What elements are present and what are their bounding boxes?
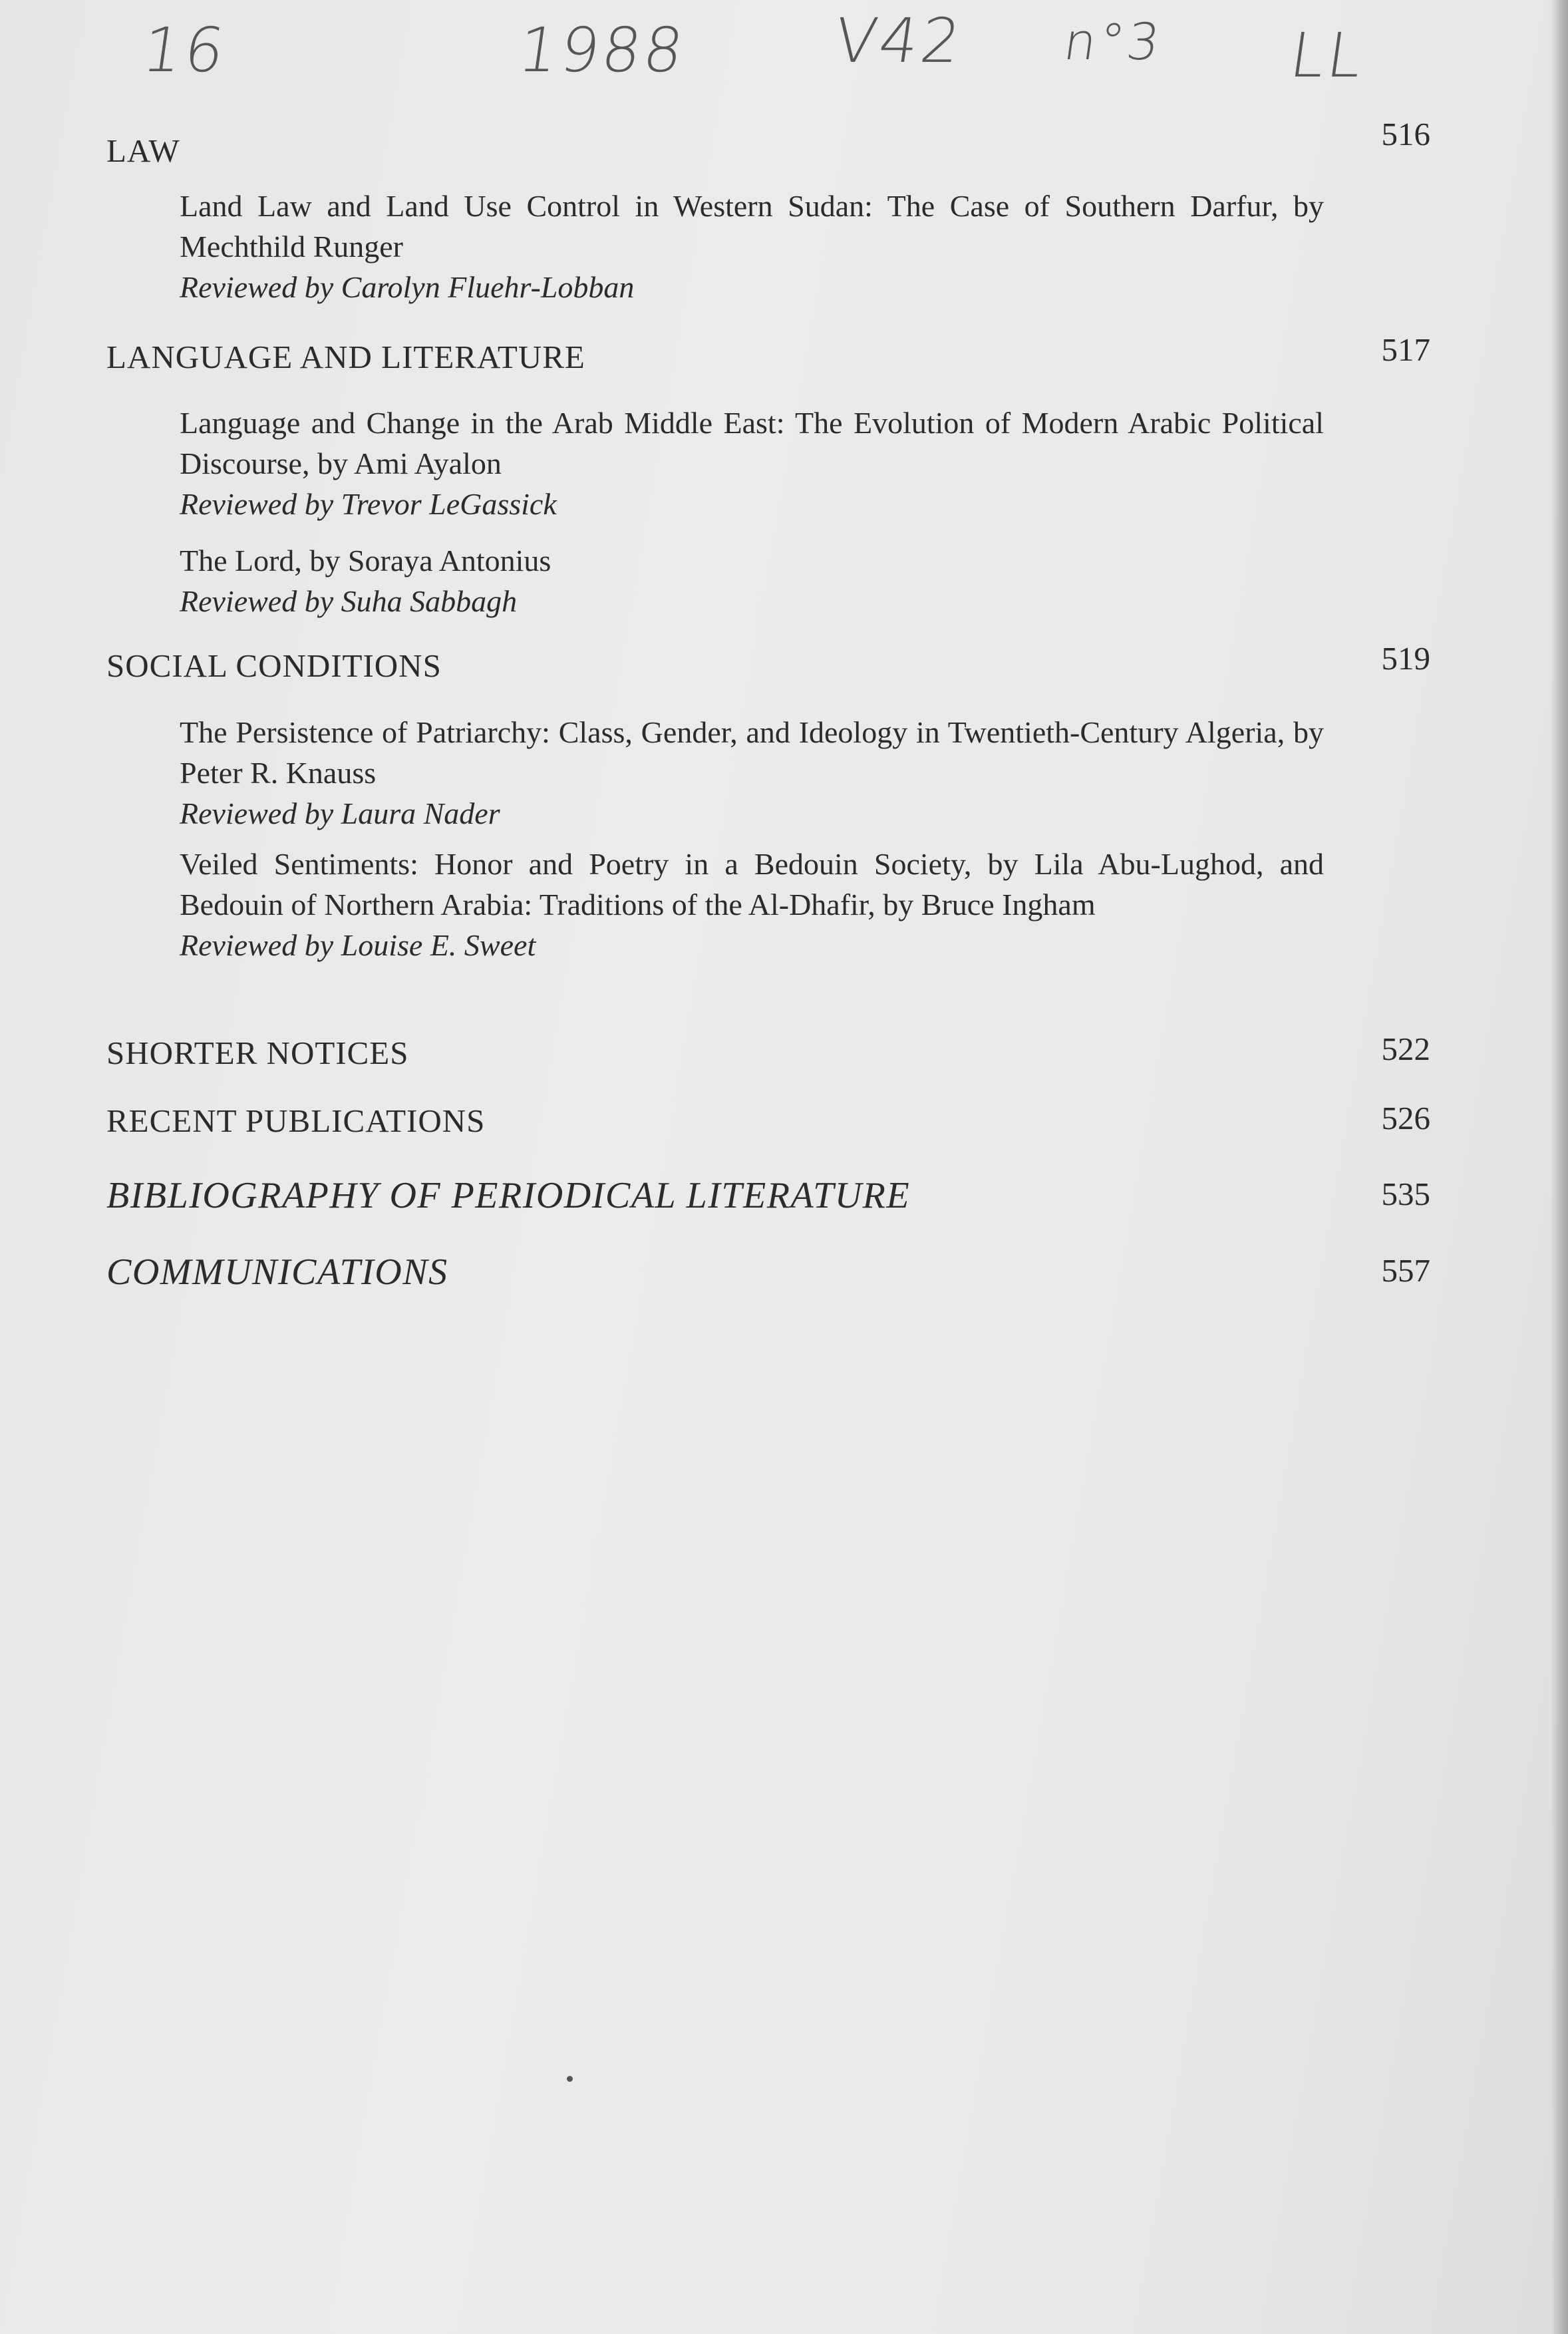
section-heading-recent-publications: RECENT PUBLICATIONS	[106, 1102, 486, 1139]
entry-reviewer: Reviewed by Louise E. Sweet	[180, 928, 536, 962]
entry-reviewer: Reviewed by Suha Sabbagh	[180, 584, 518, 618]
page-number: 526	[1381, 1100, 1430, 1136]
handwritten-note: V42	[830, 5, 968, 77]
page-number: 557	[1381, 1252, 1430, 1289]
section-heading-shorter-notices: SHORTER NOTICES	[106, 1035, 409, 1071]
entry-reviewer: Reviewed by Carolyn Fluehr-Lobban	[180, 270, 635, 304]
toc-entry	[180, 540, 1324, 621]
section-heading-language-and-literature: LANGUAGE AND LITERATURE	[106, 339, 585, 375]
page-edge-shadow	[1551, 0, 1568, 2334]
toc-entry	[180, 186, 1324, 307]
page-number: 535	[1381, 1176, 1430, 1212]
handwritten-note: LL	[1285, 20, 1370, 91]
entry-title: The Lord, by Soraya Antonius	[180, 544, 551, 578]
handwritten-note: 1988	[514, 15, 691, 86]
entry-title: Veiled Sentiments: Honor and Poetry in a Bedouin Society, by Lila Abu-Lughod, and Bedouin of Northern Arabia: Traditions of the Al-Dhafir, by Bruce Ingham	[180, 847, 1324, 921]
section-heading-bibliography: BIBLIOGRAPHY OF PERIODICAL LITERATURE	[106, 1175, 911, 1216]
page-number: 516	[1381, 116, 1430, 152]
toc-entry	[180, 712, 1324, 834]
entry-title: Land Law and Land Use Control in Western Sudan: The Case of Southern Darfur, by Mechthild Runger	[180, 189, 1324, 263]
section-heading-social-conditions: SOCIAL CONDITIONS	[106, 647, 442, 684]
handwritten-note: 16	[138, 15, 232, 86]
section-heading-communications: COMMUNICATIONS	[106, 1251, 448, 1293]
entry-title: The Persistence of Patriarchy: Class, Gender, and Ideology in Twentieth-Century Algeria, by Peter R. Knauss	[180, 715, 1324, 790]
stray-mark	[567, 2076, 573, 2082]
page-number: 519	[1381, 640, 1430, 677]
page-number: 522	[1381, 1031, 1430, 1067]
toc-entry	[180, 403, 1324, 524]
entry-reviewer: Reviewed by Trevor LeGassick	[180, 487, 557, 521]
toc-entry	[180, 844, 1324, 965]
entry-reviewer: Reviewed by Laura Nader	[180, 796, 500, 830]
entry-title: Language and Change in the Arab Middle East: The Evolution of Modern Arabic Political Discourse, by Ami Ayalon	[180, 406, 1324, 480]
section-heading-law: LAW	[106, 132, 180, 169]
handwritten-note: n°3	[1060, 12, 1166, 71]
page-number: 517	[1381, 331, 1430, 368]
